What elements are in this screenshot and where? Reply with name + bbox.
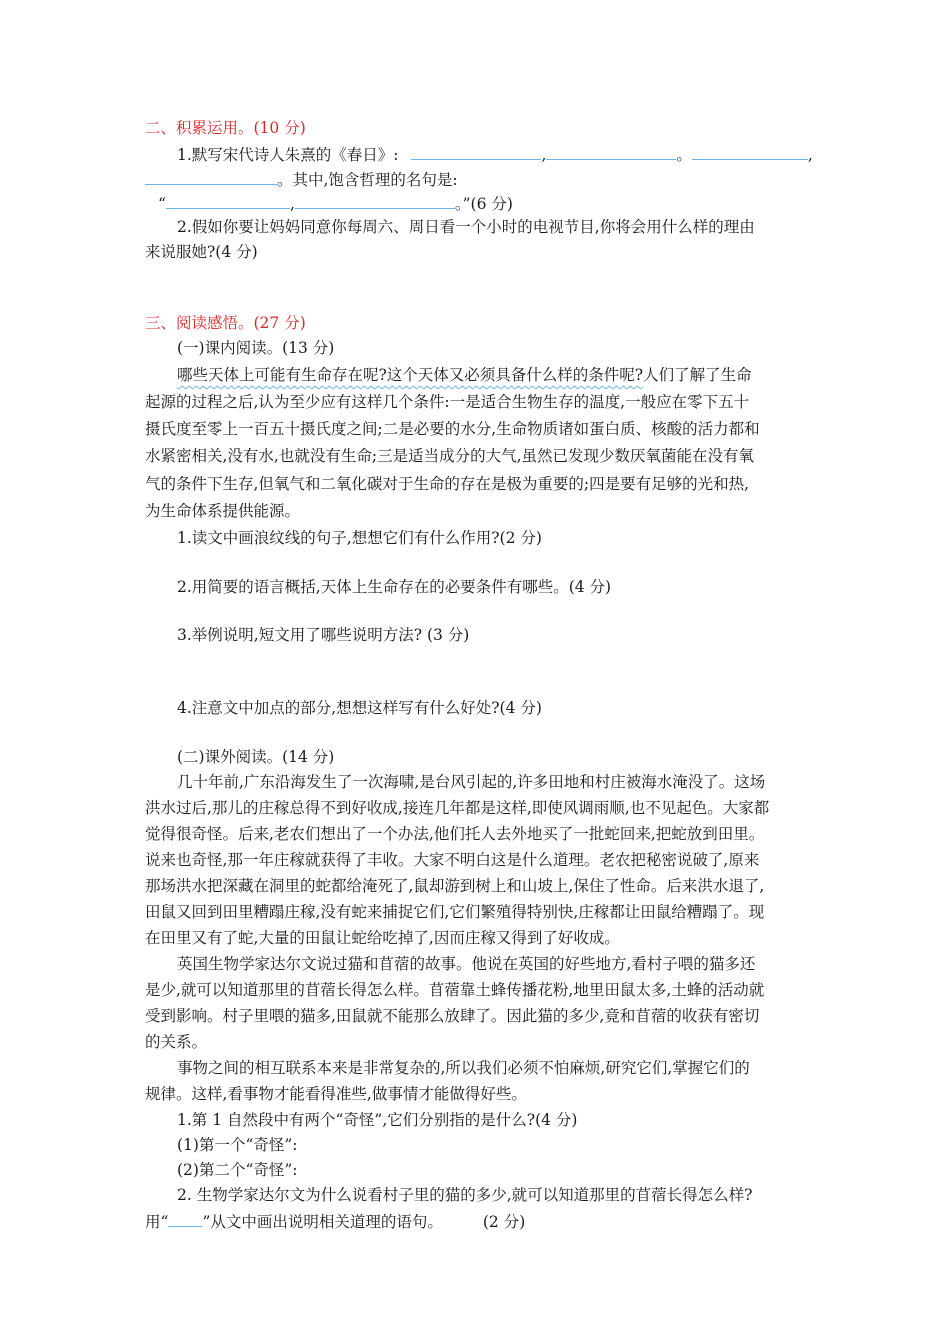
question-text: ”从文中画出说明相关道理的语句。 — [202, 1213, 443, 1231]
question-line: 来说服她?(4 分) — [145, 243, 258, 261]
answer-blank[interactable] — [166, 192, 290, 209]
question-spring-day-poem — [177, 143, 813, 166]
answer-blank[interactable] — [546, 143, 676, 160]
question-item: 4.注意文中加点的部分,想想这样写有什么好处?(4 分) — [177, 699, 542, 717]
section-title-accumulation: 二、积累运用。(10 分) — [145, 119, 306, 137]
sub-question: (2)第二个“奇怪”: — [177, 1161, 298, 1179]
passage-line: 田鼠又回到田里糟蹋庄稼,没有蛇来捕捉它们,它们繁殖得特别快,庄稼都让田鼠给糟蹋了。现 — [145, 903, 765, 921]
passage-line: 觉得很奇怪。后来,老农们想出了一个办法,他们托人去外地买了一批蛇回来,把蛇放到田里。 — [145, 825, 765, 843]
passage-line: 英国生物学家达尔文说过猫和苜蓿的故事。他说在英国的好些地方,看村子喂的猫多还 — [177, 955, 756, 973]
underline-sample — [168, 1210, 202, 1227]
punctuation: 。 — [676, 146, 692, 164]
passage-line: 气的条件下生存,但氧气和二氧化碳对于生命的存在是极为重要的;四是要有足够的光和热, — [145, 475, 750, 493]
punctuation: , — [807, 146, 813, 164]
punctuation: , — [289, 195, 295, 213]
question-item: 2. 生物学家达尔文为什么说看村子里的猫的多少,就可以知道那里的苜蓿长得怎么样? — [177, 1186, 753, 1204]
answer-blank[interactable] — [295, 192, 455, 209]
question-tv-persuasion: 2.假如你要让妈妈同意你每周六、周日看一个小时的电视节目,你将会用什么样的理由 — [177, 218, 755, 236]
punctuation: “ — [158, 195, 166, 213]
passage-line: 说来也奇怪,那一年庄稼就获得了丰收。大家不明白这是什么道理。老农把秘密说破了,原来 — [145, 851, 760, 869]
question-text: 。其中,饱含哲理的名句是: — [277, 171, 458, 189]
passage-line: 那场洪水把深藏在洞里的蛇都给淹死了,鼠却游到树上和山坡上,保住了性命。后来洪水退了, — [145, 877, 765, 895]
question-line — [158, 192, 513, 215]
passage-line: 洪水过后,那儿的庄稼总得不到好收成,接连几年都是这样,即使风调雨顺,也不见起色。大家都 — [145, 799, 770, 817]
question-line — [145, 1210, 525, 1233]
passage-line: 是少,就可以知道那里的苜蓿长得怎么样。苜蓿靠土蜂传播花粉,地里田鼠太多,土蜂的活动就 — [145, 981, 765, 999]
question-score: (2 分) — [482, 1213, 526, 1231]
question-text: 1.默写宋代诗人朱熹的《春日》: — [177, 146, 399, 164]
sub-question: (1)第一个“奇怪”: — [177, 1136, 298, 1154]
passage-line: 规律。这样,看事物才能看得准些,做事情才能做得好些。 — [145, 1085, 527, 1103]
question-score: 。”(6 分) — [454, 195, 513, 213]
question-item: 2.用简要的语言概括,天体上生命存在的必要条件有哪些。(4 分) — [177, 578, 612, 596]
passage-line: 水紧密相关,没有水,也就没有生命;三是适当成分的大气,虽然已发现少数厌氧菌能在没有氧 — [145, 447, 755, 465]
question-item: 1.读文中画浪纹线的句子,想想它们有什么作用?(2 分) — [177, 529, 542, 547]
answer-blank[interactable] — [411, 143, 541, 160]
question-text: 用“ — [145, 1213, 169, 1231]
passage-line: 受到影响。村子里喂的猫多,田鼠就不能那么放肆了。因此猫的多少,竟和苜蓿的收获有密切 — [145, 1007, 760, 1025]
passage-line: 事物之间的相互联系本来是非常复杂的,所以我们必须不怕麻烦,研究它们,掌握它们的 — [177, 1059, 750, 1077]
passage-line: 为生命体系提供能源。 — [145, 502, 301, 520]
passage-line: 在田里又有了蛇,大量的田鼠让蛇给吃掉了,因而庄稼又得到了好收成。 — [145, 929, 620, 947]
passage-line: 几十年前,广东沿海发生了一次海啸,是台风引起的,许多田地和村庄被海水淹没了。这场 — [177, 773, 766, 791]
passage-line: 的关系。 — [145, 1033, 208, 1051]
question-line — [145, 168, 458, 191]
passage-line: 起源的过程之后,认为至少应有这样几个条件:一是适合生物生存的温度,一般应在零下五十 — [145, 393, 750, 411]
punctuation: , — [541, 146, 547, 164]
section-title-reading: 三、阅读感悟。(27 分) — [145, 314, 306, 332]
question-item: 1.第 1 自然段中有两个“奇怪”,它们分别指的是什么?(4 分) — [177, 1111, 578, 1129]
subsection-title-in-class: (一)课内阅读。(13 分) — [177, 339, 335, 357]
passage-line: 摄氏度至零上一百五十摄氏度之间;二是必要的水分,生命物质诸如蛋白质、核酸的活力都和 — [145, 420, 760, 438]
passage-line — [177, 364, 752, 386]
wavy-underlined-sentence: 哪些天体上可能有生命存在呢?这个天体又必须具备什么样的条件呢? — [177, 366, 644, 384]
answer-blank[interactable] — [692, 143, 808, 160]
question-item: 3.举例说明,短文用了哪些说明方法? (3 分) — [177, 626, 470, 644]
answer-blank[interactable] — [145, 168, 277, 185]
subsection-title-extracurricular: (二)课外阅读。(14 分) — [177, 748, 335, 766]
passage-text: 人们了解了生命 — [643, 366, 752, 384]
